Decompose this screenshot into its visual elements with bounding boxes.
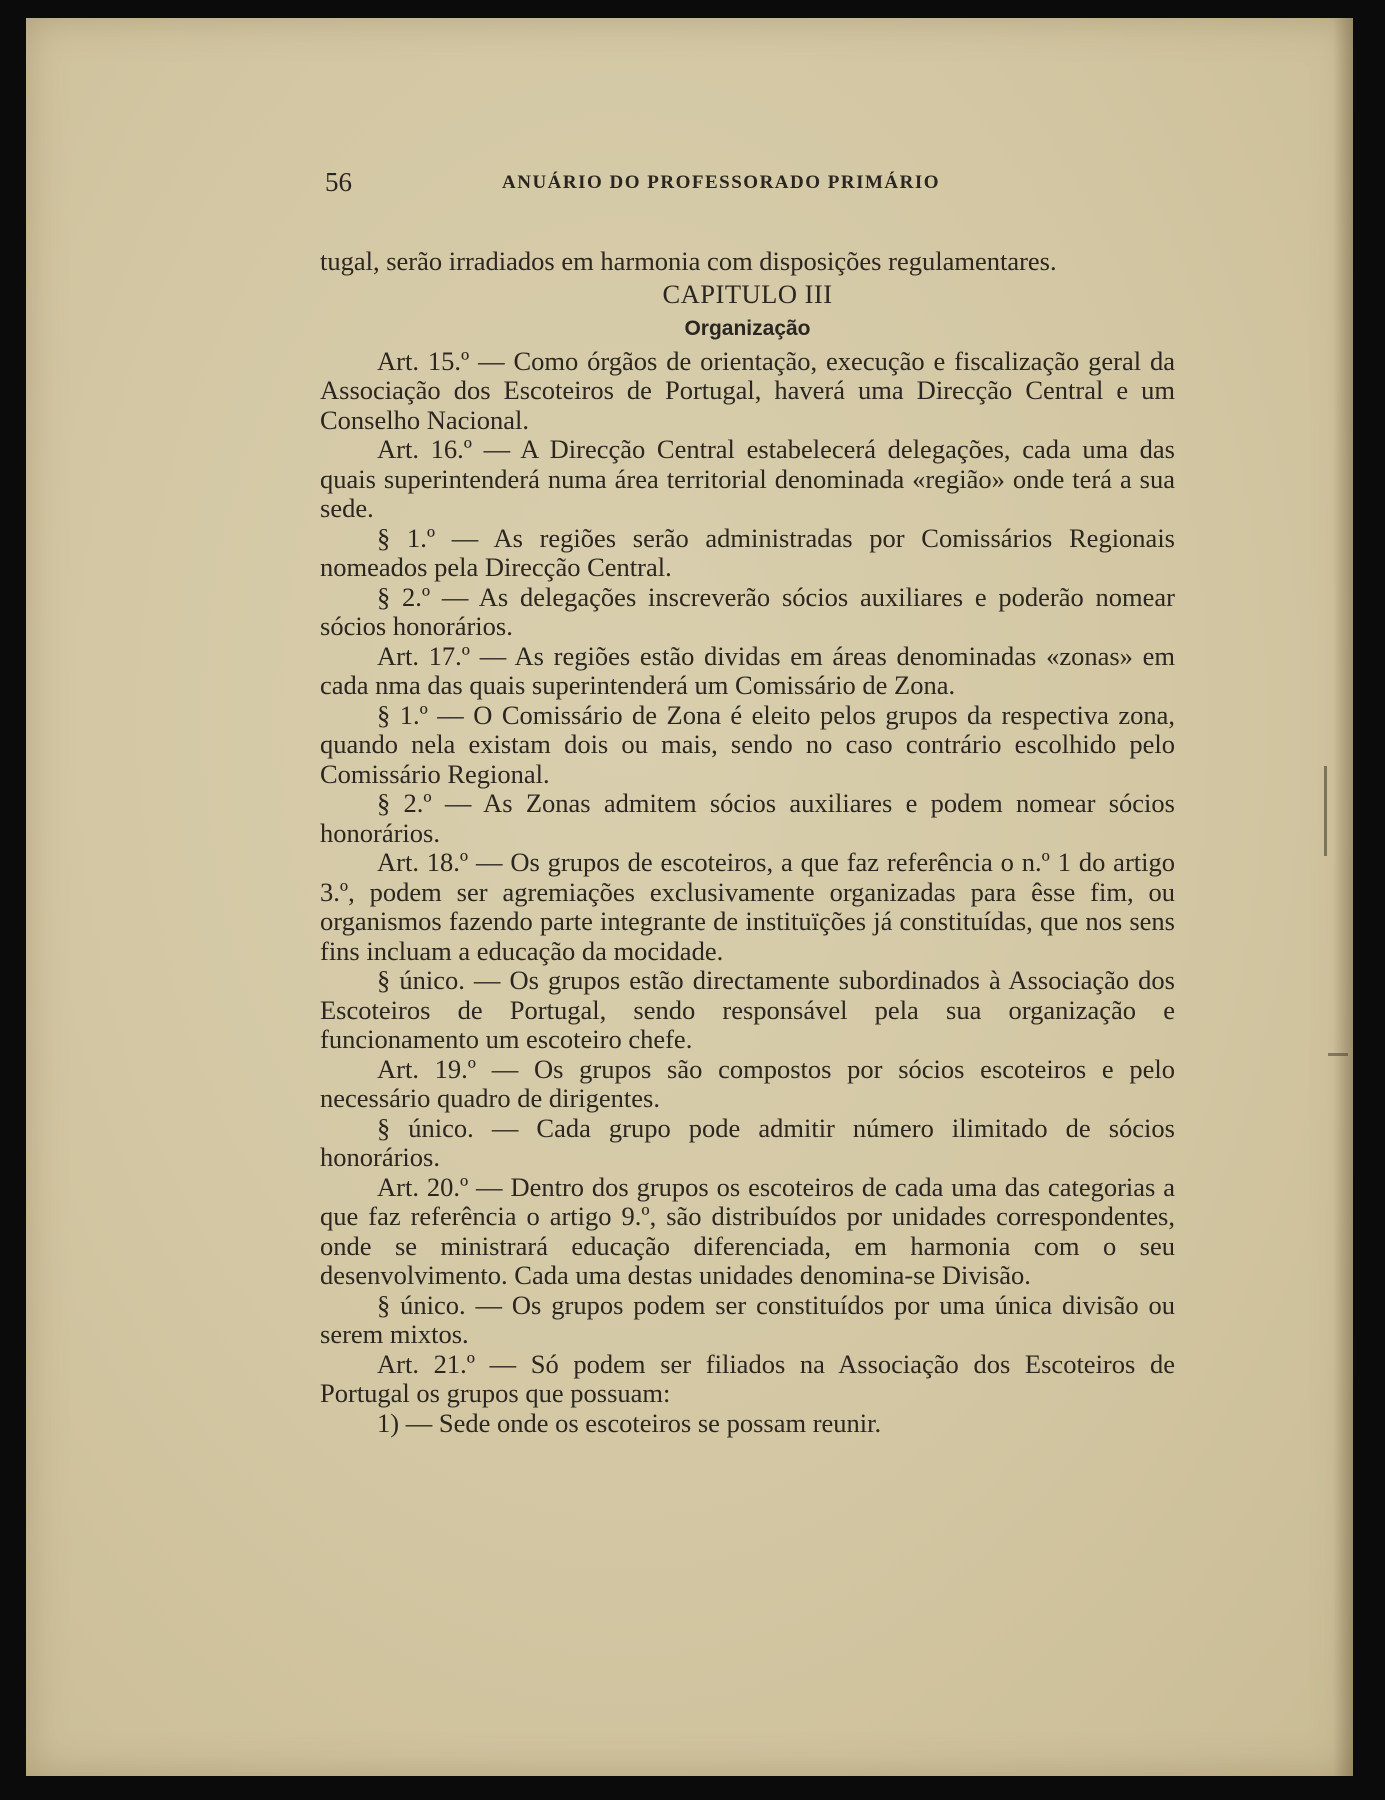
running-title: ANUÁRIO DO PROFESSORADO PRIMÁRIO — [502, 172, 941, 193]
page-number: 56 — [325, 167, 352, 197]
body-text — [320, 247, 1175, 1438]
paragraph-art-19: Art. 19.º — Os grupos são compostos por sócios escoteiros e pelo necessário quadro de dirigentes. — [320, 1053, 1175, 1113]
paragraph-art-16: Art. 16.º — A Direcção Central estabelecerá delegações, cada uma das quais superintenderá numa área territorial denominada «região» onde terá a sua sede. — [320, 434, 1175, 523]
page-edge-shadow — [1333, 18, 1353, 1776]
chapter-heading: CAPITULO III — [662, 278, 833, 309]
paragraph-art-20-unico: § único. — Os grupos podem ser constituídos por uma única divisão ou serem mixtos. — [320, 1289, 1175, 1349]
paragraph-art-16-s1: § 1.º — As regiões serão administradas por Comissários Regionais nomeados pela Direcção Central. — [320, 522, 1175, 582]
margin-mark — [1328, 1053, 1348, 1056]
paragraph-art-21-item-1: 1) — Sede onde os escoteiros se possam reunir. — [377, 1407, 882, 1438]
margin-mark — [1324, 766, 1327, 856]
paragraph-art-17-s2: § 2.º — As Zonas admitem sócios auxiliares e podem nomear sócios honorários. — [320, 788, 1175, 848]
paragraph-art-20: Art. 20.º — Dentro dos grupos os escoteiros de cada uma das categorias a que faz referência o artigo 9.º, são distribuídos por unidades correspondentes, onde se ministrará educação diferenciada, em harmonia com o seu desenvolvimento. Cada uma destas unidades denomina-se Divisão. — [320, 1171, 1175, 1290]
paragraph-art-18-unico: § único. — Os grupos estão directamente subordinados à Associação dos Escoteiros de Portugal, sendo responsável pela sua organização e funcionamento um escoteiro chefe. — [320, 965, 1175, 1054]
paragraph-art-17: Art. 17.º — As regiões estão dividas em áreas denominadas «zonas» em cada nma das quais superintenderá um Comissário de Zona. — [320, 640, 1175, 700]
paragraph-art-19-unico: § único. — Cada grupo pode admitir número ilimitado de sócios honorários. — [320, 1112, 1175, 1172]
paragraph-art-21: Art. 21.º — Só podem ser filiados na Associação dos Escoteiros de Portugal os grupos que possuam: — [320, 1348, 1175, 1408]
paragraph-art-17-s1: § 1.º — O Comissário de Zona é eleito pelos grupos da respectiva zona, quando nela existam dois ou mais, sendo no caso contrário escolhido pelo Comissário Regional. — [320, 699, 1175, 789]
paragraph-art-16-s2: § 2.º — As delegações inscreverão sócios auxiliares e poderão nomear sócios honorários. — [320, 581, 1175, 641]
lead-paragraph: tugal, serão irradiados em harmonia com disposições regulamentares. — [320, 246, 1057, 276]
paragraph-art-15: Art. 15.º — Como órgãos de orientação, execução e fiscalização geral da Associação dos Escoteiros de Portugal, haverá uma Direcção Central e um Conselho Nacional. — [320, 345, 1175, 435]
section-title: Organização — [684, 317, 811, 340]
paragraph-art-18: Art. 18.º — Os grupos de escoteiros, a que faz referência o n.º 1 do artigo 3.º, podem ser agremiações exclusivamente organizadas para êsse fim, ou organismos fazendo parte integrante de instituïções já constituídas, que nos sens fins incluam a educação da mocidade. — [320, 847, 1175, 966]
